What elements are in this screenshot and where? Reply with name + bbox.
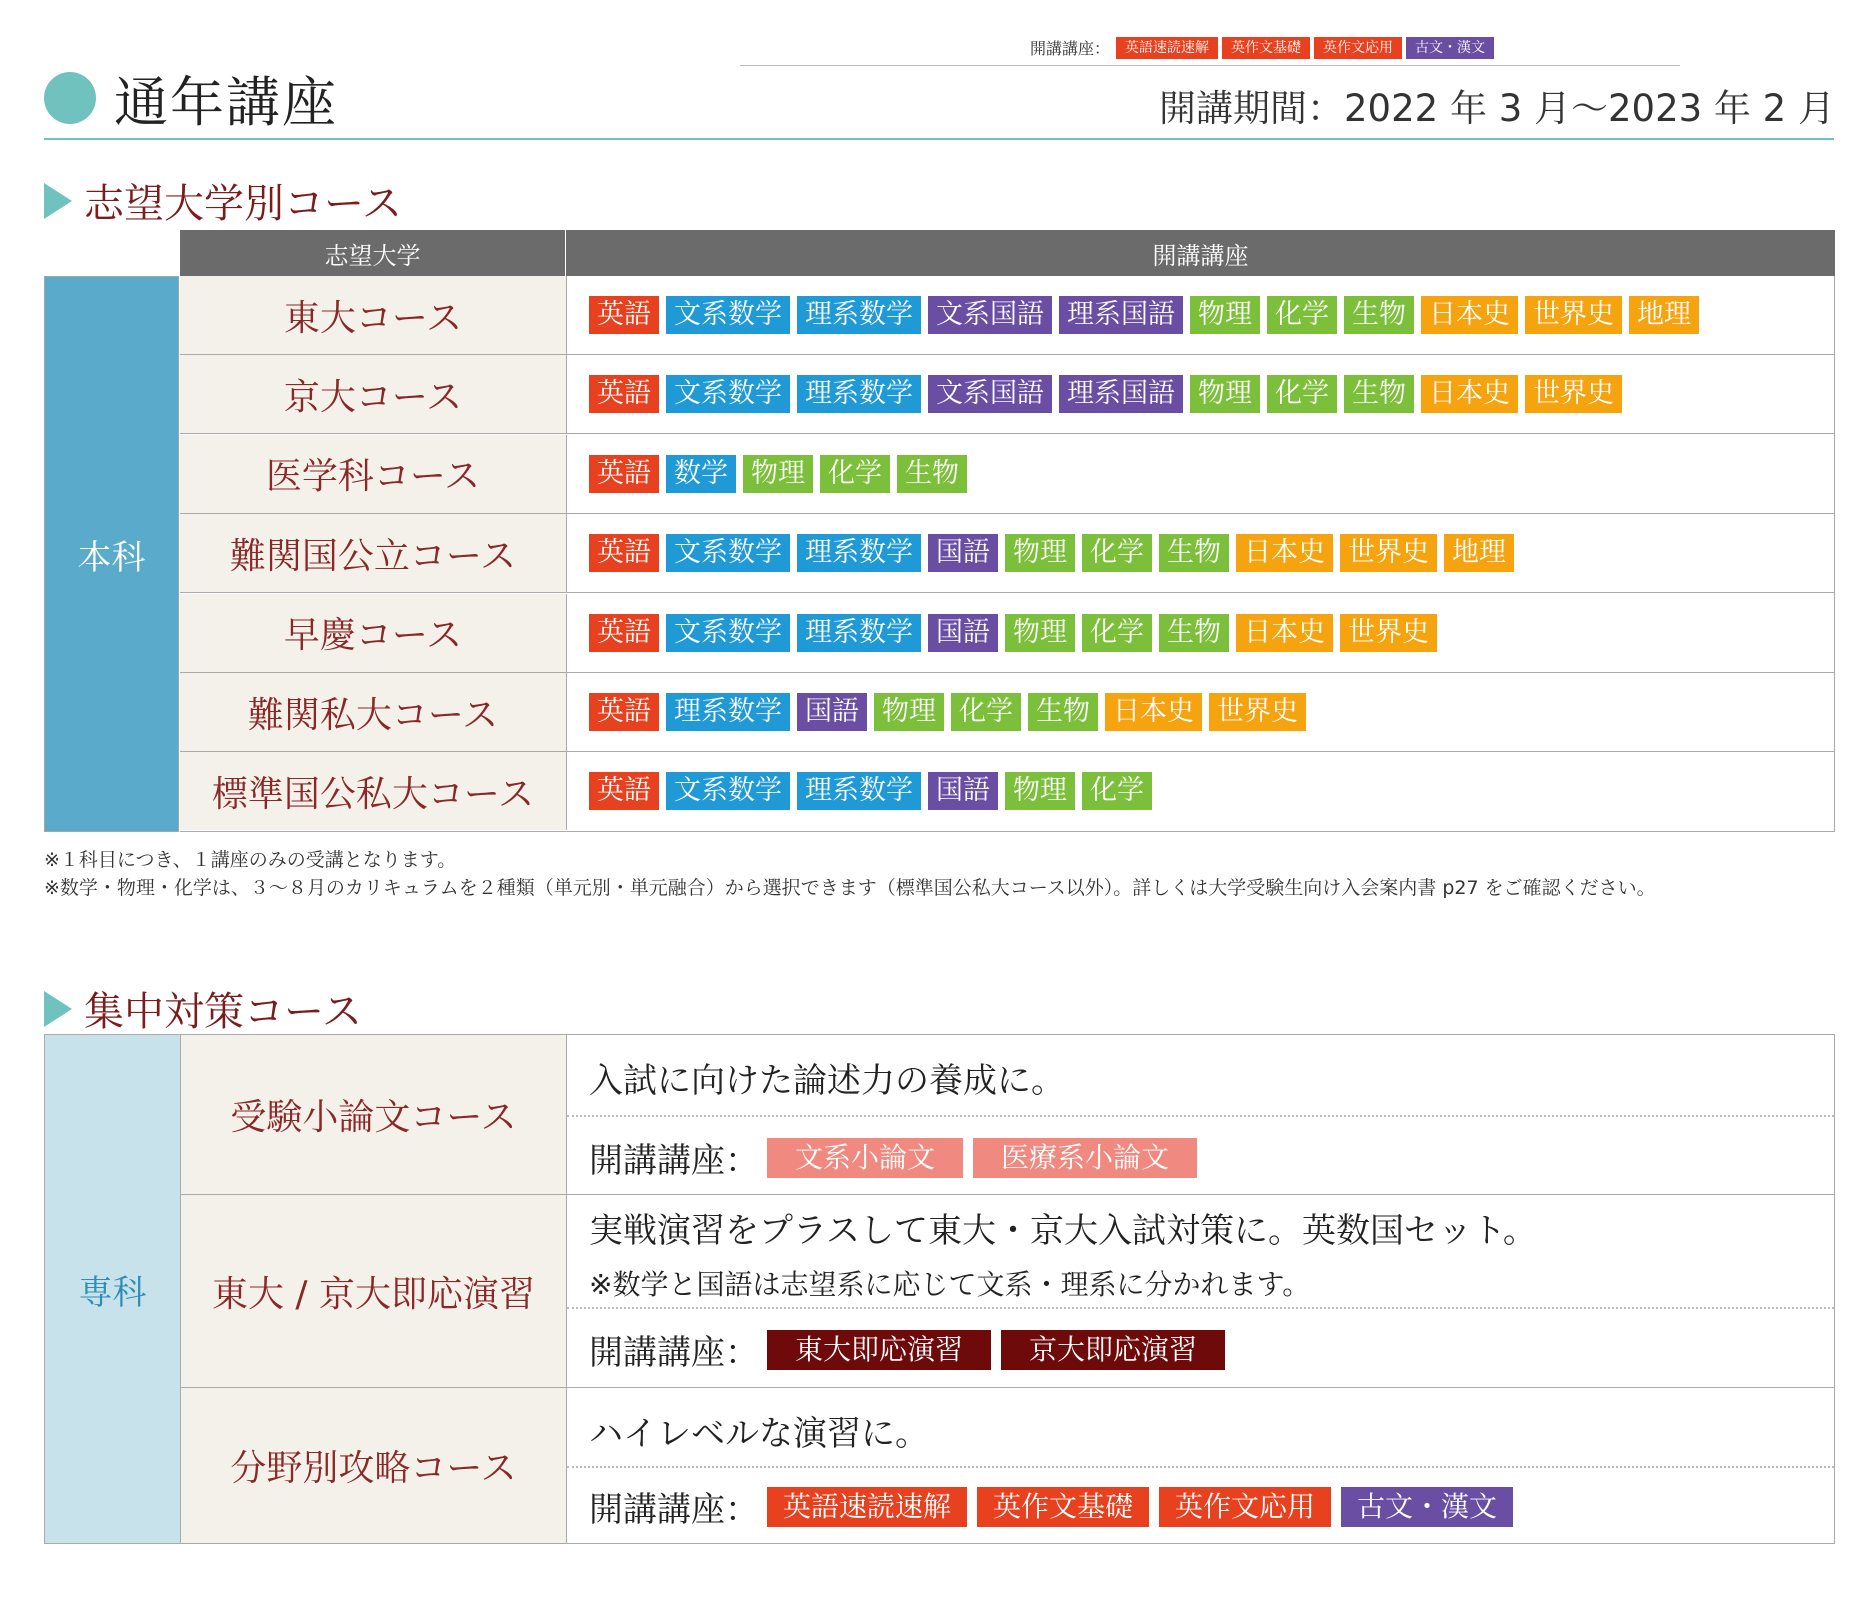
course-description: 実戦演習をプラスして東大・京大入試対策に。英数国セット。: [589, 1211, 1537, 1251]
table-row: [180, 435, 1835, 514]
subject-tag: 理系数学: [797, 375, 921, 413]
course-subjects: [567, 752, 1159, 830]
subject-tag: 英語: [589, 693, 659, 731]
lecture-tag: 東大即応演習: [767, 1330, 991, 1370]
subject-tag: 日本史: [1421, 296, 1518, 334]
course-name: 難関国公立コース: [180, 514, 567, 592]
course-subjects: [567, 594, 1444, 672]
subject-tag: 生物: [897, 455, 967, 493]
subject-tag: 日本史: [1236, 614, 1333, 652]
table-row: [181, 1035, 1834, 1195]
subject-tag: 物理: [874, 693, 944, 731]
course-name: 東大 / 京大即応演習: [181, 1195, 567, 1387]
course-name: 難関私大コース: [180, 673, 567, 751]
subject-tag: 国語: [928, 772, 998, 810]
legend: [1030, 36, 1498, 59]
subject-tag: 物理: [1190, 296, 1260, 334]
table-row: [180, 514, 1835, 593]
lecture-tag: 医療系小論文: [973, 1138, 1197, 1178]
subject-tag: 世界史: [1209, 693, 1306, 731]
legend-divider: [740, 65, 1680, 66]
subject-tag: 国語: [928, 534, 998, 572]
lecture-tag: 英作文基礎: [977, 1487, 1149, 1527]
lecture-tag: 英作文応用: [1159, 1487, 1331, 1527]
senka-label: 専科: [45, 1035, 181, 1543]
subject-tag: 数学: [666, 455, 736, 493]
subject-tag: 文系数学: [666, 614, 790, 652]
subject-tag: 文系数学: [666, 296, 790, 334]
table-row: [181, 1195, 1834, 1388]
subject-tag: 世界史: [1525, 296, 1622, 334]
triangle-icon: [44, 991, 72, 1027]
course-subjects: [567, 435, 974, 513]
subject-tag: 文系国語: [928, 296, 1052, 334]
table-row: [180, 355, 1835, 434]
subject-tag: 理系数学: [666, 693, 790, 731]
course-lectures: 開講講座： 東大即応演習 京大即応演習: [589, 1325, 1235, 1374]
course-description: ハイレベルな演習に。: [589, 1414, 929, 1454]
triangle-icon: [44, 183, 72, 219]
honka-label: 本科: [44, 276, 179, 832]
note-2: ※数学・物理・化学は、３〜８月のカリキュラムを２種類（単元別・単元融合）から選択できます（標準国公私大コース以外）。詳しくは大学受験生向け入会案内書 p27 をご確認ください。: [44, 877, 1656, 899]
subject-tag: 地理: [1629, 296, 1699, 334]
course-name: 早慶コース: [180, 594, 567, 672]
subject-tag: 英語: [589, 296, 659, 334]
subject-tag: 英語: [589, 614, 659, 652]
subject-tag: 化学: [951, 693, 1021, 731]
subject-tag: 日本史: [1236, 534, 1333, 572]
subject-tag: 化学: [1267, 375, 1337, 413]
legend-label: 開講講座：: [1030, 39, 1111, 58]
subject-tag: 化学: [1082, 772, 1152, 810]
legend-chip: 英作文基礎: [1222, 37, 1310, 59]
subject-tag: 世界史: [1340, 614, 1437, 652]
subject-tag: 理系国語: [1059, 375, 1183, 413]
subject-tag: 英語: [589, 375, 659, 413]
section-heading-university: 志望大学別コース: [44, 172, 402, 229]
notes: [44, 846, 1839, 902]
course-subnote: ※数学と国語は志望系に応じて文系・理系に分かれます。: [589, 1268, 1311, 1301]
subject-tag: 生物: [1028, 693, 1098, 731]
lecture-tag: 英語速読速解: [767, 1487, 967, 1527]
subject-tag: 生物: [1344, 296, 1414, 334]
subject-tag: 物理: [743, 455, 813, 493]
subject-tag: 生物: [1159, 534, 1229, 572]
column-header-courses: 開講講座: [566, 230, 1835, 276]
table-row: [180, 594, 1835, 673]
subject-tag: 地理: [1444, 534, 1514, 572]
table-row: [180, 752, 1835, 831]
subject-tag: 理系数学: [797, 772, 921, 810]
legend-chip: 古文・漢文: [1406, 37, 1494, 59]
dotted-divider: [567, 1115, 1834, 1117]
course-name: 京大コース: [180, 355, 567, 433]
subject-tag: 文系数学: [666, 375, 790, 413]
title-dot-icon: [44, 72, 96, 124]
subject-tag: 化学: [820, 455, 890, 493]
subject-tag: 物理: [1005, 772, 1075, 810]
lecture-tag: 京大即応演習: [1001, 1330, 1225, 1370]
subject-tag: 世界史: [1525, 375, 1622, 413]
subject-tag: 理系数学: [797, 534, 921, 572]
subject-tag: 理系数学: [797, 296, 921, 334]
page-title: 通年講座: [114, 71, 338, 134]
section-heading-intensive: 集中対策コース: [44, 980, 362, 1037]
course-name: 医学科コース: [180, 435, 567, 513]
column-header-university: 志望大学: [180, 230, 566, 276]
dotted-divider: [567, 1466, 1834, 1468]
course-lectures: 開講講座： 英語速読速解 英作文基礎 英作文応用 古文・漢文: [589, 1482, 1523, 1531]
table-row: [180, 673, 1835, 752]
subject-tag: 化学: [1267, 296, 1337, 334]
subject-tag: 文系数学: [666, 772, 790, 810]
course-subjects: [567, 276, 1706, 354]
course-name: 東大コース: [180, 276, 567, 354]
subject-tag: 物理: [1005, 534, 1075, 572]
header-divider: [44, 138, 1834, 140]
legend-chip: 英作文応用: [1314, 37, 1402, 59]
subject-tag: 生物: [1159, 614, 1229, 652]
course-description: 入試に向けた論述力の養成に。: [589, 1061, 1065, 1101]
subject-tag: 文系数学: [666, 534, 790, 572]
course-name: 分野別攻略コース: [181, 1388, 567, 1543]
course-name: 受験小論文コース: [181, 1035, 567, 1194]
subject-tag: 日本史: [1105, 693, 1202, 731]
course-name: 標準国公私大コース: [180, 752, 567, 830]
subject-tag: 文系国語: [928, 375, 1052, 413]
table-row: [181, 1388, 1834, 1543]
note-1: ※１科目につき、１講座のみの受講となります。: [44, 849, 457, 871]
lecture-tag: 古文・漢文: [1341, 1487, 1513, 1527]
course-subjects: [567, 514, 1521, 592]
subject-tag: 英語: [589, 772, 659, 810]
course-period: 開講期間：2022 年 3 月〜2023 年 2 月: [1159, 87, 1835, 130]
lecture-tag: 文系小論文: [767, 1138, 963, 1178]
subject-tag: 国語: [928, 614, 998, 652]
legend-chip: 英語速読速解: [1116, 37, 1218, 59]
subject-tag: 生物: [1344, 375, 1414, 413]
course-subjects: [567, 355, 1629, 433]
subject-tag: 理系数学: [797, 614, 921, 652]
subject-tag: 化学: [1082, 614, 1152, 652]
table-row: [180, 276, 1835, 355]
subject-tag: 国語: [797, 693, 867, 731]
subject-tag: 英語: [589, 534, 659, 572]
course-subjects: [567, 673, 1313, 751]
subject-tag: 世界史: [1340, 534, 1437, 572]
subject-tag: 物理: [1190, 375, 1260, 413]
subject-tag: 化学: [1082, 534, 1152, 572]
subject-tag: 物理: [1005, 614, 1075, 652]
dotted-divider: [567, 1307, 1834, 1309]
subject-tag: 理系国語: [1059, 296, 1183, 334]
subject-tag: 英語: [589, 455, 659, 493]
course-lectures: 開講講座： 文系小論文 医療系小論文: [589, 1133, 1207, 1182]
intensive-course-table: [44, 1034, 1835, 1544]
subject-tag: 日本史: [1421, 375, 1518, 413]
